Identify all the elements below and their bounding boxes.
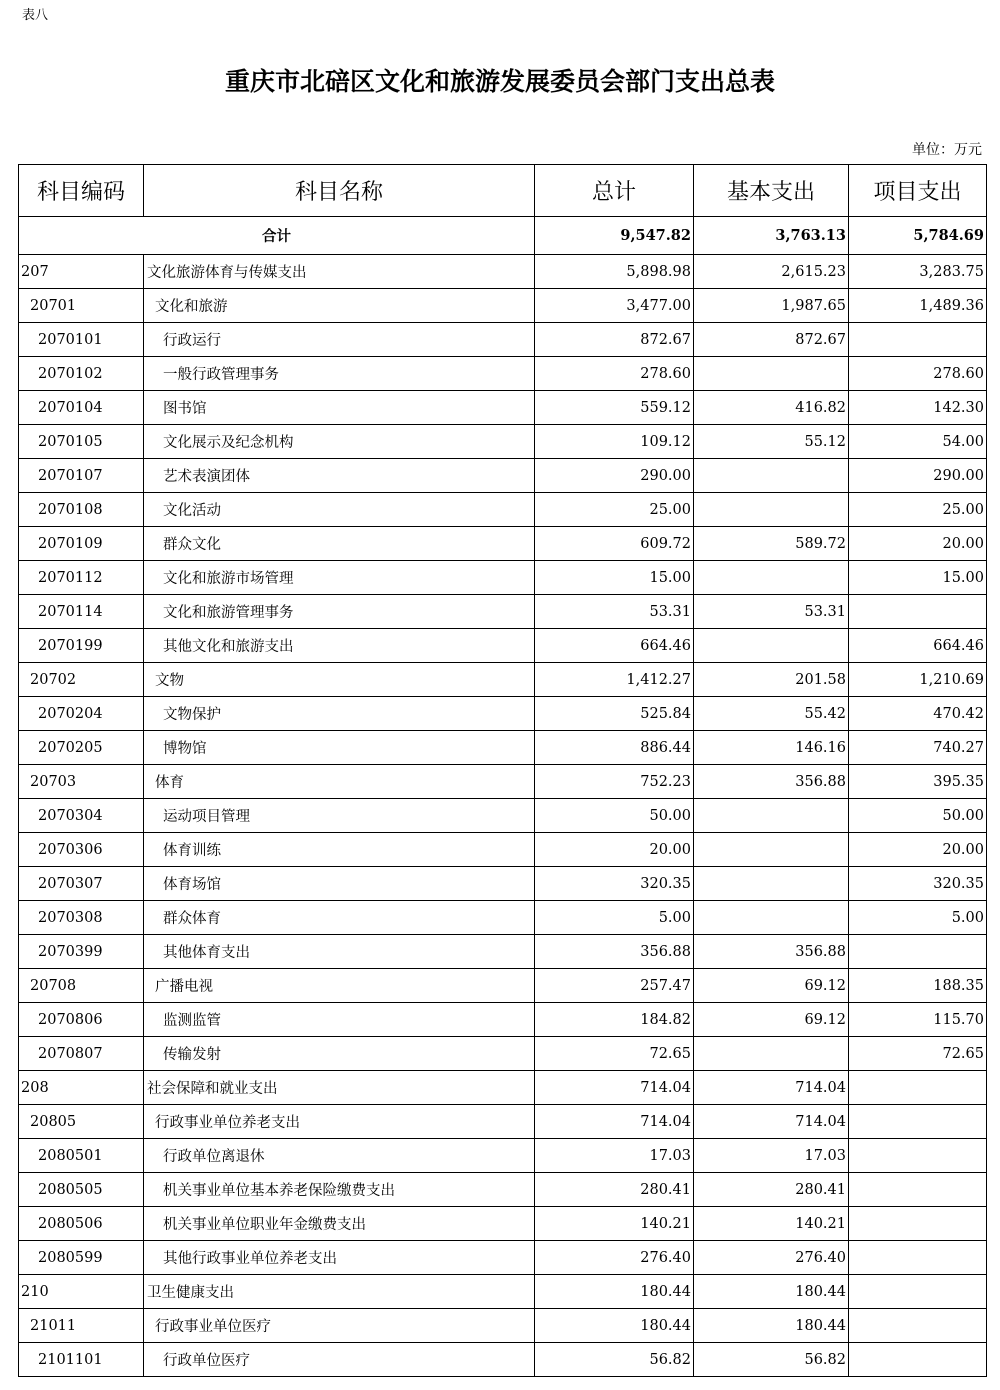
table-row	[19, 595, 987, 629]
row-code: 2080599	[19, 1241, 144, 1275]
row-code: 2070114	[19, 595, 144, 629]
row-project: 20.00	[849, 833, 987, 867]
row-name: 博物馆	[144, 731, 535, 765]
row-code: 2080501	[19, 1139, 144, 1173]
row-project: 1,489.36	[849, 289, 987, 323]
row-total: 320.35	[535, 867, 694, 901]
row-basic	[694, 901, 849, 935]
row-code: 2080506	[19, 1207, 144, 1241]
row-name: 群众文化	[144, 527, 535, 561]
row-total: 180.44	[535, 1275, 694, 1309]
table-row	[19, 425, 987, 459]
row-basic: 356.88	[694, 935, 849, 969]
row-total: 109.12	[535, 425, 694, 459]
row-total: 15.00	[535, 561, 694, 595]
row-code: 20708	[19, 969, 144, 1003]
row-basic	[694, 629, 849, 663]
row-total: 3,477.00	[535, 289, 694, 323]
table-row	[19, 459, 987, 493]
row-total: 872.67	[535, 323, 694, 357]
row-code: 2070307	[19, 867, 144, 901]
row-name: 行政单位离退休	[144, 1139, 535, 1173]
row-code: 20702	[19, 663, 144, 697]
row-name: 广播电视	[144, 969, 535, 1003]
row-code: 2070102	[19, 357, 144, 391]
row-code: 2070109	[19, 527, 144, 561]
table-row	[19, 391, 987, 425]
row-project	[849, 1139, 987, 1173]
row-name: 行政单位医疗	[144, 1343, 535, 1377]
expenditure-table	[18, 164, 987, 1377]
row-total: 17.03	[535, 1139, 694, 1173]
row-total: 53.31	[535, 595, 694, 629]
row-total: 257.47	[535, 969, 694, 1003]
table-row	[19, 1207, 987, 1241]
row-total: 664.46	[535, 629, 694, 663]
table-row	[19, 1105, 987, 1139]
table-row	[19, 833, 987, 867]
row-name: 机关事业单位基本养老保险缴费支出	[144, 1173, 535, 1207]
row-code: 2080505	[19, 1173, 144, 1207]
table-row	[19, 1343, 987, 1377]
row-code: 2070108	[19, 493, 144, 527]
row-code: 21011	[19, 1309, 144, 1343]
row-name: 图书馆	[144, 391, 535, 425]
row-project	[849, 1275, 987, 1309]
row-basic: 140.21	[694, 1207, 849, 1241]
total-row	[19, 217, 987, 255]
row-code: 2070199	[19, 629, 144, 663]
row-project: 740.27	[849, 731, 987, 765]
header-code: 科目编码	[19, 165, 144, 217]
table-row	[19, 289, 987, 323]
row-name: 文化展示及纪念机构	[144, 425, 535, 459]
table-row	[19, 935, 987, 969]
row-project: 142.30	[849, 391, 987, 425]
row-project: 20.00	[849, 527, 987, 561]
row-project: 72.65	[849, 1037, 987, 1071]
table-row	[19, 663, 987, 697]
table-row	[19, 1309, 987, 1343]
header-basic: 基本支出	[694, 165, 849, 217]
row-name: 卫生健康支出	[144, 1275, 535, 1309]
row-basic: 69.12	[694, 969, 849, 1003]
row-basic: 1,987.65	[694, 289, 849, 323]
row-project: 115.70	[849, 1003, 987, 1037]
row-project	[849, 1241, 987, 1275]
row-total: 1,412.27	[535, 663, 694, 697]
row-code: 2070806	[19, 1003, 144, 1037]
row-project: 15.00	[849, 561, 987, 595]
row-basic: 55.12	[694, 425, 849, 459]
table-row	[19, 357, 987, 391]
row-code: 2101101	[19, 1343, 144, 1377]
row-total: 714.04	[535, 1105, 694, 1139]
table-row	[19, 629, 987, 663]
row-project	[849, 323, 987, 357]
row-name: 文化和旅游市场管理	[144, 561, 535, 595]
row-project: 5.00	[849, 901, 987, 935]
row-total: 5.00	[535, 901, 694, 935]
row-basic	[694, 1037, 849, 1071]
row-code: 207	[19, 255, 144, 289]
table-row	[19, 697, 987, 731]
row-code: 2070306	[19, 833, 144, 867]
row-name: 行政事业单位养老支出	[144, 1105, 535, 1139]
table-row	[19, 1139, 987, 1173]
row-code: 2070304	[19, 799, 144, 833]
row-basic	[694, 493, 849, 527]
row-total: 290.00	[535, 459, 694, 493]
row-basic: 180.44	[694, 1309, 849, 1343]
total-project: 5,784.69	[849, 217, 987, 255]
row-name: 机关事业单位职业年金缴费支出	[144, 1207, 535, 1241]
row-name: 一般行政管理事务	[144, 357, 535, 391]
row-code: 2070807	[19, 1037, 144, 1071]
row-basic: 201.58	[694, 663, 849, 697]
row-code: 20805	[19, 1105, 144, 1139]
row-name: 体育	[144, 765, 535, 799]
row-basic: 589.72	[694, 527, 849, 561]
row-project: 290.00	[849, 459, 987, 493]
row-name: 体育训练	[144, 833, 535, 867]
table-row	[19, 1003, 987, 1037]
row-total: 140.21	[535, 1207, 694, 1241]
row-basic	[694, 561, 849, 595]
row-name: 群众体育	[144, 901, 535, 935]
row-total: 609.72	[535, 527, 694, 561]
row-basic: 2,615.23	[694, 255, 849, 289]
total-total: 9,547.82	[535, 217, 694, 255]
row-project: 54.00	[849, 425, 987, 459]
row-name: 其他文化和旅游支出	[144, 629, 535, 663]
row-project: 278.60	[849, 357, 987, 391]
total-label: 合计	[19, 217, 535, 255]
row-total: 559.12	[535, 391, 694, 425]
header-total: 总计	[535, 165, 694, 217]
row-code: 2070112	[19, 561, 144, 595]
row-total: 5,898.98	[535, 255, 694, 289]
table-row	[19, 969, 987, 1003]
row-project: 188.35	[849, 969, 987, 1003]
row-project: 50.00	[849, 799, 987, 833]
row-total: 278.60	[535, 357, 694, 391]
row-total: 356.88	[535, 935, 694, 969]
row-basic: 69.12	[694, 1003, 849, 1037]
page-title: 重庆市北碚区文化和旅游发展委员会部门支出总表	[224, 67, 775, 96]
row-basic: 55.42	[694, 697, 849, 731]
row-name: 文化旅游体育与传媒支出	[144, 255, 535, 289]
row-total: 886.44	[535, 731, 694, 765]
row-code: 2070104	[19, 391, 144, 425]
table-number-label: 表八	[22, 8, 49, 23]
row-basic: 356.88	[694, 765, 849, 799]
row-code: 2070204	[19, 697, 144, 731]
row-basic	[694, 459, 849, 493]
row-total: 20.00	[535, 833, 694, 867]
table-row	[19, 1037, 987, 1071]
header-project: 项目支出	[849, 165, 987, 217]
table-row	[19, 867, 987, 901]
table-row	[19, 1173, 987, 1207]
row-basic: 17.03	[694, 1139, 849, 1173]
row-project: 3,283.75	[849, 255, 987, 289]
row-name: 社会保障和就业支出	[144, 1071, 535, 1105]
row-basic: 872.67	[694, 323, 849, 357]
row-name: 运动项目管理	[144, 799, 535, 833]
table-row	[19, 493, 987, 527]
row-basic	[694, 833, 849, 867]
row-project	[849, 1071, 987, 1105]
table-row	[19, 1275, 987, 1309]
header-name: 科目名称	[144, 165, 535, 217]
table-row	[19, 731, 987, 765]
table-row	[19, 561, 987, 595]
row-basic: 180.44	[694, 1275, 849, 1309]
row-project	[849, 935, 987, 969]
row-total: 72.65	[535, 1037, 694, 1071]
row-name: 监测监管	[144, 1003, 535, 1037]
row-project	[849, 595, 987, 629]
row-code: 2070399	[19, 935, 144, 969]
row-code: 208	[19, 1071, 144, 1105]
row-code: 2070101	[19, 323, 144, 357]
row-name: 行政事业单位医疗	[144, 1309, 535, 1343]
row-name: 其他体育支出	[144, 935, 535, 969]
row-total: 184.82	[535, 1003, 694, 1037]
row-total: 525.84	[535, 697, 694, 731]
row-total: 752.23	[535, 765, 694, 799]
table-row	[19, 765, 987, 799]
row-project: 1,210.69	[849, 663, 987, 697]
header-row	[19, 165, 987, 217]
row-name: 艺术表演团体	[144, 459, 535, 493]
row-project	[849, 1207, 987, 1241]
table-row	[19, 1241, 987, 1275]
row-project: 664.46	[849, 629, 987, 663]
row-basic: 280.41	[694, 1173, 849, 1207]
row-basic	[694, 357, 849, 391]
row-code: 2070107	[19, 459, 144, 493]
table-row	[19, 255, 987, 289]
row-total: 714.04	[535, 1071, 694, 1105]
row-project	[849, 1343, 987, 1377]
row-total: 25.00	[535, 493, 694, 527]
row-name: 其他行政事业单位养老支出	[144, 1241, 535, 1275]
row-project: 25.00	[849, 493, 987, 527]
table-row	[19, 527, 987, 561]
row-project: 320.35	[849, 867, 987, 901]
row-name: 文物保护	[144, 697, 535, 731]
row-project: 395.35	[849, 765, 987, 799]
table-row	[19, 323, 987, 357]
row-total: 56.82	[535, 1343, 694, 1377]
row-basic	[694, 799, 849, 833]
row-project	[849, 1173, 987, 1207]
row-name: 文化和旅游管理事务	[144, 595, 535, 629]
row-project	[849, 1105, 987, 1139]
row-total: 280.41	[535, 1173, 694, 1207]
row-name: 体育场馆	[144, 867, 535, 901]
row-basic: 56.82	[694, 1343, 849, 1377]
row-basic: 714.04	[694, 1071, 849, 1105]
row-basic: 714.04	[694, 1105, 849, 1139]
row-code: 2070105	[19, 425, 144, 459]
row-total: 276.40	[535, 1241, 694, 1275]
row-code: 20701	[19, 289, 144, 323]
row-basic: 53.31	[694, 595, 849, 629]
row-code: 2070205	[19, 731, 144, 765]
unit-label: 单位：万元	[912, 142, 982, 158]
table-row	[19, 1071, 987, 1105]
row-basic: 276.40	[694, 1241, 849, 1275]
row-total: 180.44	[535, 1309, 694, 1343]
row-name: 行政运行	[144, 323, 535, 357]
row-total: 50.00	[535, 799, 694, 833]
row-project	[849, 1309, 987, 1343]
total-basic: 3,763.13	[694, 217, 849, 255]
row-name: 传输发射	[144, 1037, 535, 1071]
row-project: 470.42	[849, 697, 987, 731]
row-name: 文物	[144, 663, 535, 697]
row-code: 20703	[19, 765, 144, 799]
row-code: 210	[19, 1275, 144, 1309]
row-name: 文化和旅游	[144, 289, 535, 323]
row-basic: 146.16	[694, 731, 849, 765]
row-basic: 416.82	[694, 391, 849, 425]
table-row	[19, 901, 987, 935]
row-code: 2070308	[19, 901, 144, 935]
row-basic	[694, 867, 849, 901]
table-row	[19, 799, 987, 833]
row-name: 文化活动	[144, 493, 535, 527]
